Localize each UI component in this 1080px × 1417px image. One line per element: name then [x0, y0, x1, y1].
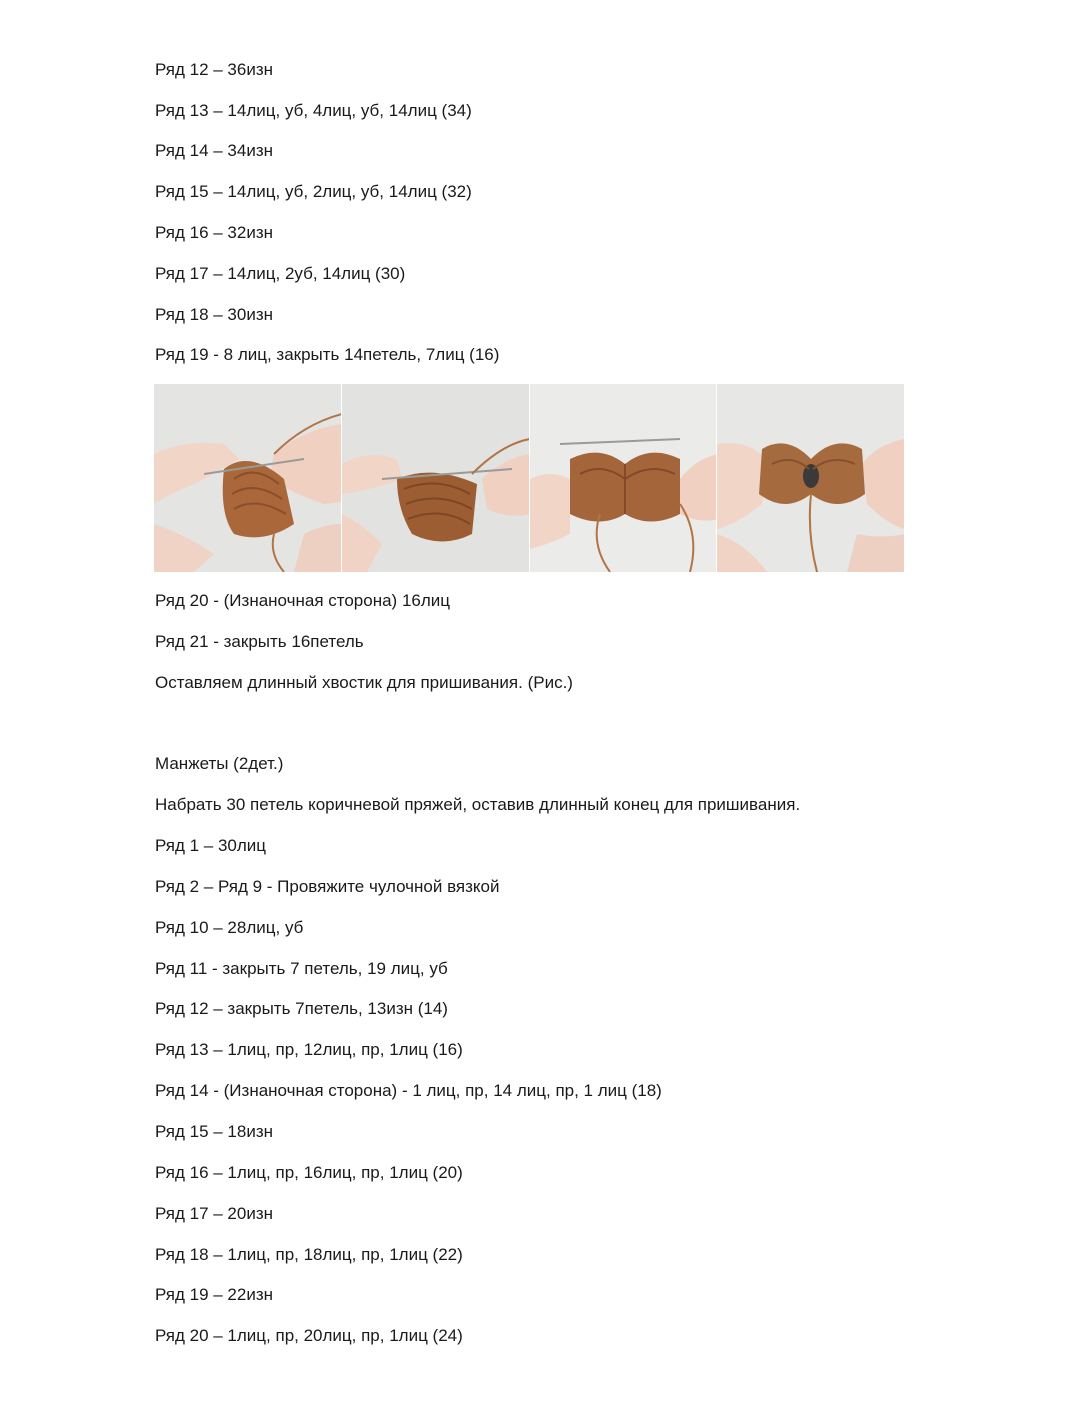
row-line: Ряд 10 – 28лиц, уб — [155, 918, 304, 937]
row-line: Ряд 1 – 30лиц — [155, 836, 267, 855]
knitting-photo-4-icon — [717, 384, 904, 572]
knitting-photo-3-icon — [530, 384, 717, 572]
section-title: Манжеты (2дет.) — [155, 754, 284, 773]
row-line: Ряд 16 – 1лиц, пр, 16лиц, пр, 1лиц (20) — [155, 1163, 463, 1182]
row-line: Ряд 12 – 36изн — [155, 60, 274, 79]
row-line: Ряд 21 - закрыть 16петель — [155, 632, 364, 651]
knitting-photo-3 — [530, 384, 717, 572]
knitting-photo-2 — [342, 384, 529, 572]
row-line: Ряд 15 – 14лиц, уб, 2лиц, уб, 14лиц (32) — [155, 182, 472, 201]
row-line: Ряд 19 - 8 лиц, закрыть 14петель, 7лиц (16) — [155, 345, 500, 364]
row-line: Набрать 30 петель коричневой пряжей, оставив длинный конец для пришивания. — [155, 795, 801, 814]
row-line: Ряд 17 – 20изн — [155, 1204, 274, 1223]
row-line: Ряд 20 - (Изнаночная сторона) 16лиц — [155, 591, 451, 610]
row-line: Ряд 20 – 1лиц, пр, 20лиц, пр, 1лиц (24) — [155, 1326, 463, 1345]
row-line: Ряд 16 – 32изн — [155, 223, 274, 242]
row-line: Ряд 2 – Ряд 9 - Провяжите чулочной вязкой — [155, 877, 500, 896]
row-line: Ряд 18 – 30изн — [155, 305, 274, 324]
row-line: Ряд 17 – 14лиц, 2уб, 14лиц (30) — [155, 264, 406, 283]
row-line: Ряд 11 - закрыть 7 петель, 19 лиц, уб — [155, 959, 448, 978]
knitting-photo-1 — [154, 384, 341, 572]
row-line: Ряд 12 – закрыть 7петель, 13изн (14) — [155, 999, 448, 1018]
photo-strip — [154, 384, 904, 572]
row-line: Ряд 19 – 22изн — [155, 1285, 274, 1304]
row-line: Ряд 14 - (Изнаночная сторона) - 1 лиц, пр, 14 лиц, пр, 1 лиц (18) — [155, 1081, 662, 1100]
row-line: Ряд 15 – 18изн — [155, 1122, 274, 1141]
knitting-photo-4 — [717, 384, 904, 572]
knitting-photo-1-icon — [154, 384, 341, 572]
row-line: Ряд 18 – 1лиц, пр, 18лиц, пр, 1лиц (22) — [155, 1245, 463, 1264]
row-line: Оставляем длинный хвостик для пришивания. (Рис.) — [155, 673, 573, 692]
row-line: Ряд 13 – 1лиц, пр, 12лиц, пр, 1лиц (16) — [155, 1040, 463, 1059]
row-line: Ряд 14 – 34изн — [155, 141, 274, 160]
row-line: Ряд 13 – 14лиц, уб, 4лиц, уб, 14лиц (34) — [155, 101, 472, 120]
knitting-photo-2-icon — [342, 384, 529, 572]
